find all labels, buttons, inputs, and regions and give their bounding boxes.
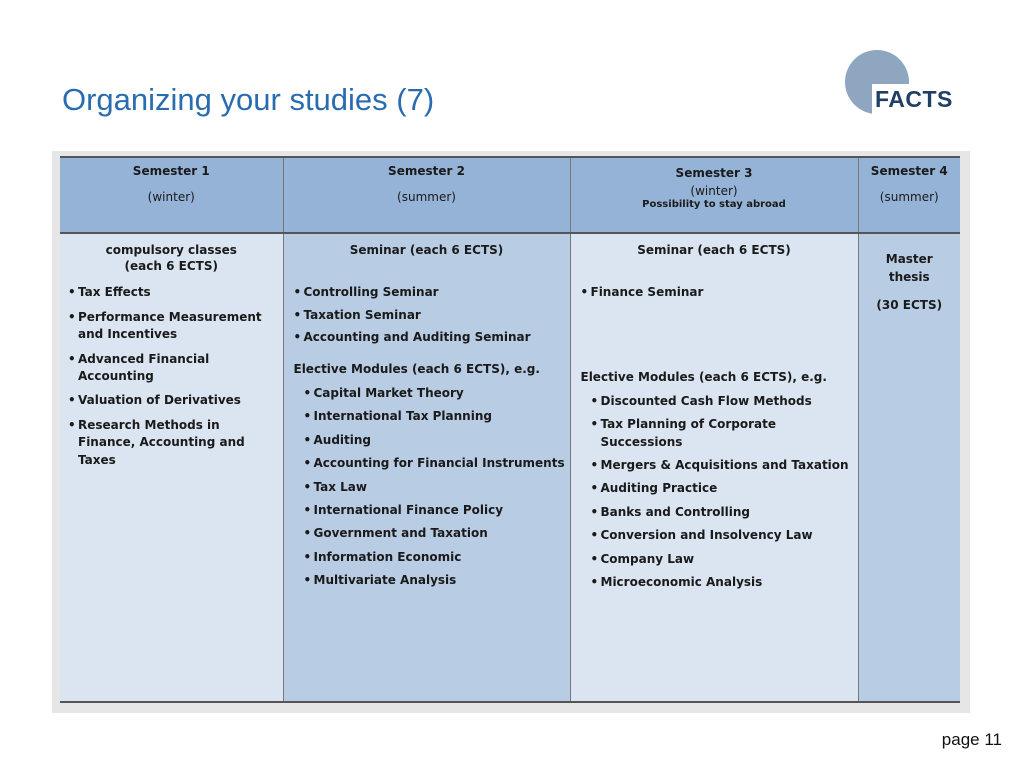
list-item: • Tax Effects <box>68 284 279 301</box>
compulsory-list <box>68 284 279 469</box>
semester-label: Semester 2 <box>388 164 465 178</box>
list-item: • Tax Planning of Corporate Successions <box>591 416 854 451</box>
study-plan-frame <box>52 151 970 713</box>
list-item: • Advanced Financial Accounting <box>68 351 279 386</box>
list-item: • Valuation of Derivatives <box>68 392 279 409</box>
electives-heading: Elective Modules (each 6 ECTS), e.g. <box>293 362 540 377</box>
semester-1-cell <box>60 233 283 702</box>
slide-title: Organizing your studies (7) <box>62 82 435 117</box>
electives-list <box>304 385 566 590</box>
seminar-heading: Seminar (each 6 ECTS) <box>349 243 504 257</box>
semester-label: Semester 3 <box>675 166 753 180</box>
header-row <box>60 157 960 233</box>
logo-text: FACTS <box>875 86 953 112</box>
compulsory-heading-line1: compulsory classes <box>105 243 237 257</box>
list-item: • Capital Market Theory <box>304 385 566 402</box>
list-item: • Controlling Seminar <box>294 284 566 301</box>
list-item: • Conversion and Insolvency Law <box>591 527 854 544</box>
list-item: • Research Methods in Finance, Accounting and Taxes <box>68 417 279 469</box>
list-item: • Discounted Cash Flow Methods <box>591 393 854 410</box>
semester-2-cell <box>283 233 570 702</box>
master-thesis-ects: (30 ECTS) <box>876 298 943 312</box>
master-thesis-block <box>863 250 957 314</box>
list-item: • International Tax Planning <box>304 408 566 425</box>
list-item: • Mergers & Acquisitions and Taxation <box>591 457 854 474</box>
semester-label: Semester 4 <box>870 164 948 178</box>
list-item: • Microeconomic Analysis <box>591 574 854 591</box>
term-label: (summer) <box>397 190 456 205</box>
list-item: • Accounting for Financial Instruments <box>304 455 566 472</box>
header-semester-3 <box>570 157 858 233</box>
list-item: • Government and Taxation <box>304 525 566 542</box>
list-item: • Taxation Seminar <box>294 307 566 324</box>
semester-3-cell <box>570 233 858 702</box>
compulsory-heading <box>64 242 279 274</box>
list-item: • International Finance Policy <box>304 502 566 519</box>
list-item: • Performance Measurement and Incentives <box>68 309 279 344</box>
seminar-list <box>581 284 854 354</box>
compulsory-heading-line2: (each 6 ECTS) <box>124 259 218 274</box>
list-item: • Auditing Practice <box>591 480 854 497</box>
electives-list <box>591 393 854 592</box>
page-number: page 11 <box>941 730 1002 749</box>
list-item: • Multivariate Analysis <box>304 572 566 589</box>
term-label: (winter) <box>147 190 195 205</box>
list-item: • Finance Seminar <box>581 284 854 301</box>
study-plan-table <box>60 156 960 703</box>
list-item: • Auditing <box>304 432 566 449</box>
facts-logo <box>842 48 972 118</box>
seminar-heading: Seminar (each 6 ECTS) <box>637 243 791 257</box>
semester-label: Semester 1 <box>132 164 210 178</box>
master-thesis-line1: Master <box>885 252 933 266</box>
master-thesis-line2: thesis <box>888 270 930 284</box>
header-semester-4 <box>858 157 960 233</box>
semester-4-cell <box>858 233 960 702</box>
electives-heading: Elective Modules (each 6 ECTS), e.g. <box>580 370 827 385</box>
list-item: • Banks and Controlling <box>591 504 854 521</box>
header-semester-2 <box>283 157 570 233</box>
list-item: • Information Economic <box>304 549 566 566</box>
list-item: • Accounting and Auditing Seminar <box>294 329 566 346</box>
seminar-list <box>294 284 566 346</box>
header-semester-1 <box>60 157 283 233</box>
term-label: (summer) <box>879 190 939 205</box>
list-item: • Company Law <box>591 551 854 568</box>
list-item: • Tax Law <box>304 479 566 496</box>
content-row <box>60 233 960 702</box>
abroad-note: Possibility to stay abroad <box>642 198 786 210</box>
term-label: (winter) <box>690 184 738 199</box>
